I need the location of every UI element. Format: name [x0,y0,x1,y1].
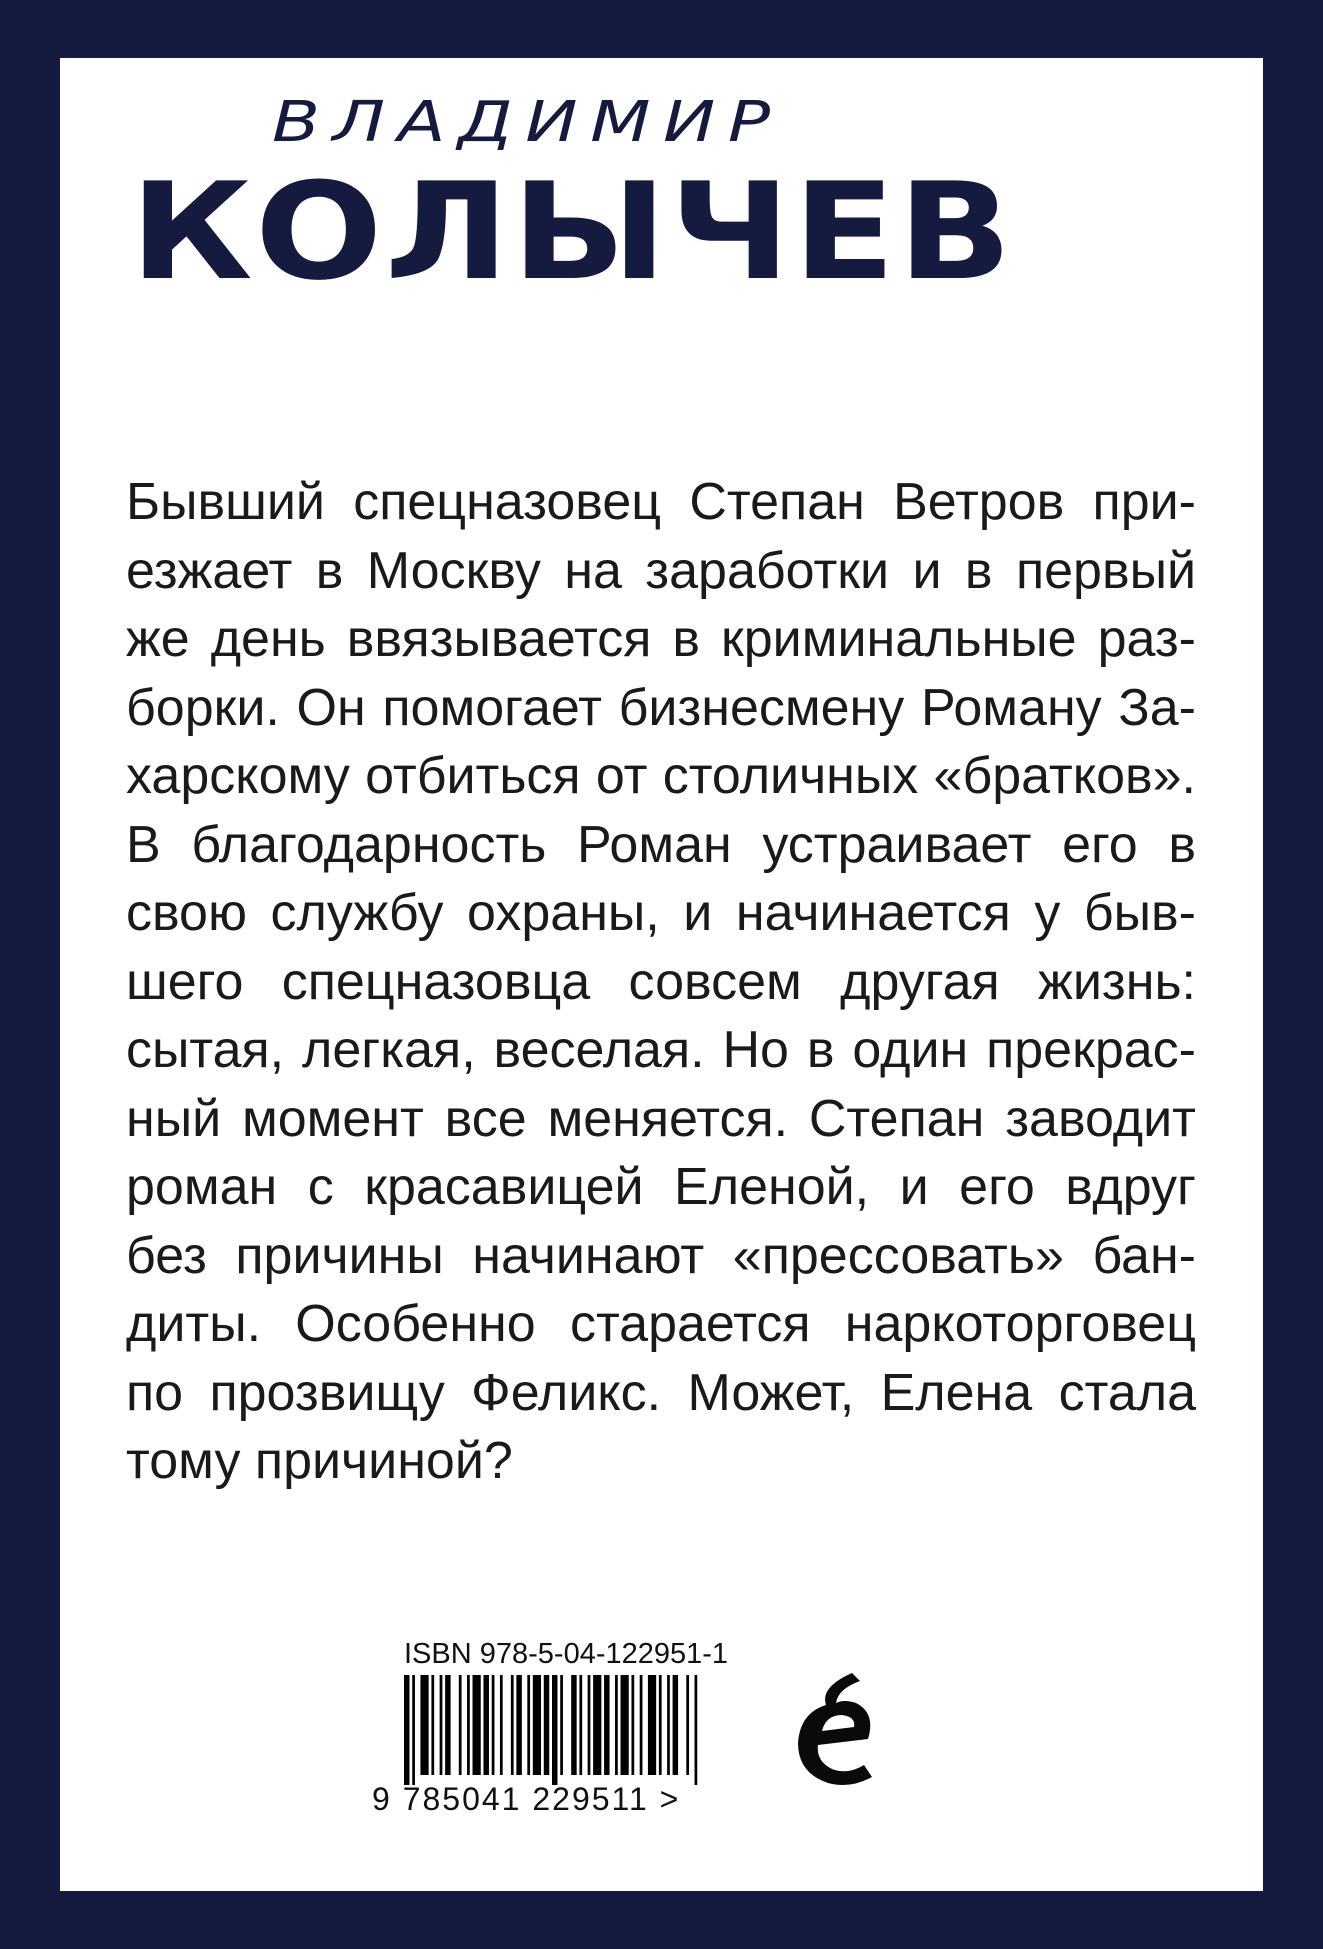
annotation-line: езжает в Москву на заработки и в первый [126,541,1196,600]
annotation-line: без причины начинают «прессовать» бан- [126,1226,1196,1285]
isbn-label: ISBN 978-5-04-122951-1 [404,1638,729,1670]
barcode-bar [467,1675,470,1775]
barcode-bar [571,1675,576,1775]
barcode-bar [544,1675,549,1775]
barcode-bar [459,1675,462,1775]
barcode-bar [412,1675,415,1785]
annotation-line: сытая, легкая, веселая. Но в один прекрас- [126,1021,1196,1079]
barcode-bar [560,1675,563,1775]
barcode-bar [516,1675,521,1775]
barcode-bar [527,1675,530,1775]
author-last-name: КОЛЫЧЕВ [130,154,1015,310]
barcode-bar [695,1675,698,1785]
barcode-bar [431,1675,434,1775]
barcode-bar [552,1675,557,1785]
barcode-bar [404,1675,409,1785]
barcode-bar [640,1675,643,1775]
barcode-bar [533,1675,541,1775]
barcode-bar [511,1675,514,1775]
barcode-bar [483,1675,488,1775]
barcode-bar [659,1675,662,1775]
annotation-line: борки. Он помогает бизнесмену Роману За- [126,678,1196,737]
barcode-bar [500,1675,503,1775]
annotation-line: по прозвищу Феликс. Может, Елена стала [126,1363,1196,1422]
annotation-line: Бывший спецназовец Степан Ветров при- [126,473,1196,531]
barcode-bar [667,1675,670,1775]
annotation-line: шего спецназовца совсем другая жизнь: [126,952,1196,1011]
author-first-name: ВЛАДИМИР [272,90,783,155]
barcode [402,1675,704,1785]
eksmo-logo-icon [790,1665,880,1795]
barcode-bar [621,1675,629,1775]
barcode-bar [615,1675,618,1775]
barcode-digits: 9 785041 229511 > [372,1781,681,1817]
annotation-line: же день ввязывается в криминальные раз- [126,610,1196,668]
barcode-bar [648,1675,656,1775]
barcode-bar [579,1675,582,1775]
annotation-line: В благодарность Роман устраивает его в [126,815,1196,874]
annotation-line: диты. Особенно старается наркоторговец [126,1295,1196,1353]
annotation-line: тому причиной? [126,1432,513,1490]
annotation-line: свою службу охраны, и начинается у быв- [126,884,1196,942]
book-annotation [126,468,1196,1496]
annotation-line: роман с красавицей Еленой, и его вдруг [126,1158,1196,1216]
barcode-bar [420,1675,428,1775]
barcode-bar [588,1675,591,1775]
barcode-bar [445,1675,450,1775]
barcode-bar [593,1675,601,1775]
annotation-line: харскому отбиться от столичных «братков». [126,747,1196,805]
barcode-bar [686,1675,689,1775]
barcode-bar [604,1675,609,1775]
barcode-bar [492,1675,495,1775]
barcode-bar [631,1675,634,1775]
annotation-line: ный момент все меняется. Степан заводит [126,1089,1196,1148]
barcode-bar [473,1675,481,1775]
barcode-bar [440,1675,443,1775]
barcode-bar [673,1675,678,1775]
